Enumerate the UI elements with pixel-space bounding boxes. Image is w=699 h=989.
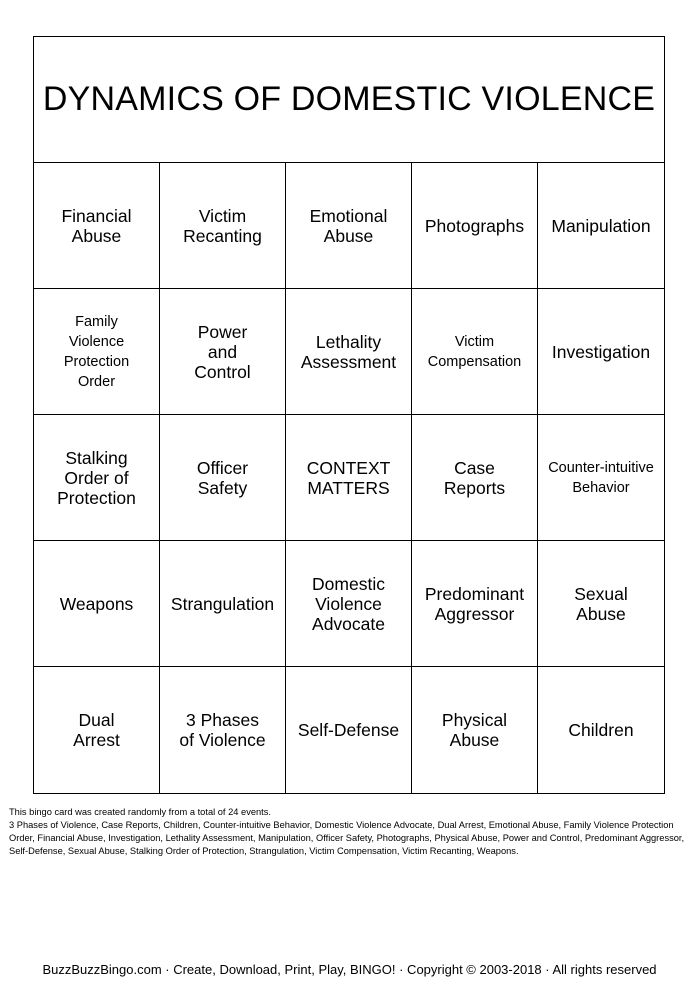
bingo-cell bbox=[286, 415, 412, 541]
bingo-cell-label: Strangulation bbox=[170, 593, 275, 614]
card-title: DYNAMICS OF DOMESTIC VIOLENCE bbox=[42, 80, 656, 118]
bingo-cell-label: Victim Recanting bbox=[183, 205, 262, 246]
title-row bbox=[34, 37, 664, 163]
bingo-cell-label: Sexual Abuse bbox=[574, 583, 628, 624]
bingo-cell bbox=[34, 667, 160, 793]
bingo-cell bbox=[412, 667, 538, 793]
bingo-cell bbox=[412, 163, 538, 289]
bingo-cell-label: Children bbox=[568, 720, 634, 740]
bingo-cell-label: CONTEXT MATTERS bbox=[306, 457, 391, 498]
bingo-cell-label: Power and Control bbox=[194, 321, 251, 382]
bingo-cell-label: Dual Arrest bbox=[73, 710, 120, 750]
bingo-card bbox=[33, 36, 665, 794]
bingo-cell bbox=[412, 541, 538, 667]
bingo-cell bbox=[286, 289, 412, 415]
bingo-cell-label: 3 Phases of Violence bbox=[179, 710, 266, 750]
bingo-cell bbox=[34, 541, 160, 667]
bingo-cell bbox=[286, 667, 412, 793]
bingo-cell bbox=[160, 163, 286, 289]
bingo-cell bbox=[160, 289, 286, 415]
bingo-cell-label: Physical Abuse bbox=[441, 710, 508, 750]
bingo-cell bbox=[538, 163, 664, 289]
bingo-cell-label: Self-Defense bbox=[297, 720, 400, 740]
bingo-cell-label: Counter-intuitive Behavior bbox=[548, 459, 654, 496]
bingo-cell-label: Manipulation bbox=[551, 215, 651, 236]
bingo-cell-label: Officer Safety bbox=[196, 457, 249, 498]
footnote-event-list: 3 Phases of Violence, Case Reports, Children, Counter-intuitive Behavior, Domestic Violence Advocate, Dual Arrest, Emotional Abuse, Family Violence Protection Order, Financial Abuse, Investigation, Lethality Assessment, Manipulation, Officer Safety, Photographs, Physical Abuse, Power and Control, Predominant Aggressor, Self-Defense, Sexual Abuse, Stalking Order of Protection, Strangulation, Victim Compensation, Victim Recanting, Weapons. bbox=[9, 820, 685, 856]
bingo-cell bbox=[34, 163, 160, 289]
footnote bbox=[9, 806, 689, 858]
bingo-cell-label: Photographs bbox=[424, 215, 525, 236]
bingo-cell-label: Emotional Abuse bbox=[309, 205, 388, 246]
bingo-cell bbox=[538, 541, 664, 667]
bingo-cell-label: Case Reports bbox=[443, 457, 506, 498]
bingo-cell-label: Family Violence Protection Order bbox=[63, 313, 130, 390]
footnote-summary: This bingo card was created randomly from a total of 24 events. bbox=[9, 807, 271, 817]
bingo-cell bbox=[160, 667, 286, 793]
bingo-cell bbox=[538, 289, 664, 415]
bingo-cell bbox=[286, 541, 412, 667]
bingo-cell-label: Stalking Order of Protection bbox=[57, 447, 136, 508]
bingo-cell bbox=[34, 415, 160, 541]
bingo-cell bbox=[34, 289, 160, 415]
bingo-cell-label: Investigation bbox=[551, 341, 651, 362]
bingo-grid bbox=[34, 163, 664, 793]
bingo-cell-label: Weapons bbox=[59, 593, 134, 614]
bingo-cell bbox=[160, 541, 286, 667]
site-footer: BuzzBuzzBingo.com · Create, Download, Print, Play, BINGO! · Copyright © 2003-2018 · All rights reserved bbox=[42, 962, 657, 977]
bingo-cell-label: Financial Abuse bbox=[61, 205, 132, 246]
bingo-cell-label: Predominant Aggressor bbox=[424, 583, 525, 624]
bingo-cell bbox=[412, 289, 538, 415]
bingo-cell-label: Lethality Assessment bbox=[300, 331, 397, 372]
bingo-cell-label: Domestic Violence Advocate bbox=[312, 573, 385, 634]
bingo-cell bbox=[538, 415, 664, 541]
bingo-cell bbox=[160, 415, 286, 541]
bingo-cell bbox=[286, 163, 412, 289]
bingo-cell bbox=[412, 415, 538, 541]
bingo-cell-label: Victim Compensation bbox=[427, 333, 522, 370]
bingo-cell bbox=[538, 667, 664, 793]
